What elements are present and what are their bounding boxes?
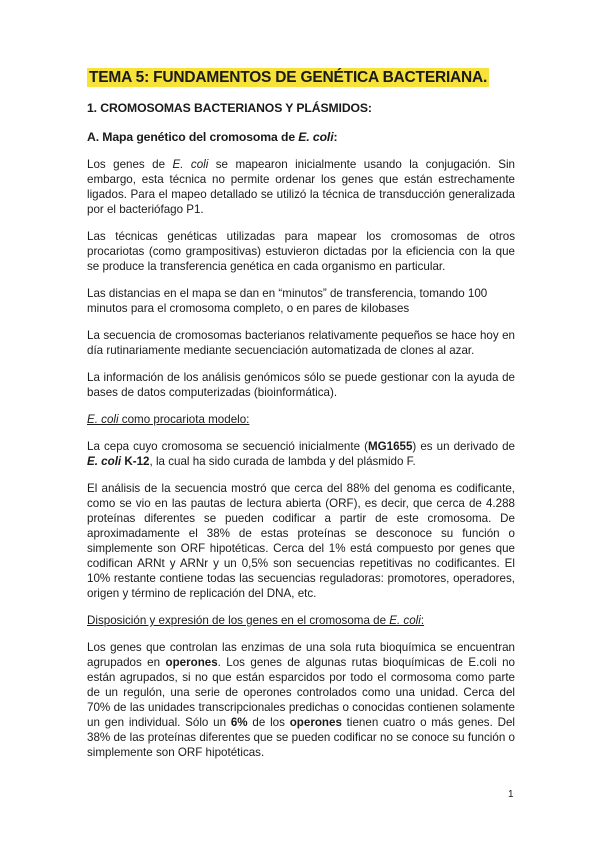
paragraph-3: Las distancias en el mapa se dan en “minutos” de transferencia, tomando 100 minutos para el cromosoma completo, o en pares de kilobases: [87, 287, 488, 315]
page-number: 1: [508, 789, 514, 800]
paragraph-5: La información de los análisis genómicos sólo se puede gestionar con la ayuda de bases de datos computerizadas (bioinformática).: [87, 371, 515, 399]
paragraph-4: La secuencia de cromosomas bacterianos relativamente pequeños se hace hoy en día rutinariamente mediante secuenciación automatizada de clones al azar.: [87, 329, 515, 357]
paragraph-6: La cepa cuyo cromosoma se secuenció inicialmente (MG1655) es un derivado de E. coli K-12, la cual ha sido curada de lambda y del plásmido F.: [87, 440, 515, 468]
paragraph-2: Las técnicas genéticas utilizadas para mapear los cromosomas de otros procariotas (como grampositivas) estuvieron dictadas por la eficiencia con la que se produce la transferencia genética en cada organismo en particular.: [87, 230, 515, 273]
section-heading-1: 1. CROMOSOMAS BACTERIANOS Y PLÁSMIDOS:: [87, 101, 372, 115]
subheading-disposition: Disposición y expresión de los genes en el cromosoma de E. coli:: [87, 614, 425, 627]
document-page: [87, 68, 515, 760]
paragraph-8: Los genes que controlan las enzimas de una sola ruta bioquímica se encuentran agrupados en operones. Los genes de algunas rutas bioquímicas de E.coli no están agrupados, si no que están esparcidos por todo el cormosoma como parte de un regulón, una serie de operones controlados como una unidad. Cerca del 70% de las unidades transcripcionales predichas o conocidas contienen solamente un gen individual. Sólo un 6% de los operones tienen cuatro o más genes. Del 38% de las proteínas diferentes que se pueden codificar no se conoce su función o simplemente son ORF hipotéticas.: [87, 641, 515, 759]
paragraph-7: El análisis de la secuencia mostró que cerca del 88% del genoma es codificante, como se vio en las pautas de lectura abierta (ORF), es decir, que cerca de 4.288 proteínas diferentes se pueden codificar a partir de este cromosoma. De aproximadamente el 38% de estas proteínas se desconoce su función o simplemente son ORF hipotéticas. Cerca del 1% está compuesto por genes que codifican ARNt y ARNr y un 0,5% son secuencias repetitivas no codificantes. El 10% restante contiene todas las secuencias reguladoras: promotores, operadores, origen y término de replicación del DNA, etc.: [87, 482, 515, 600]
section-heading-a: A. Mapa genético del cromosoma de E. coli:: [87, 130, 338, 144]
paragraph-1: Los genes de E. coli se mapearon inicialmente usando la conjugación. Sin embargo, esta técnica no permite ordenar los genes que están estrechamente ligados. Para el mapeo detallado se utilizó la técnica de transducción generalizada por el bacteriófago P1.: [87, 158, 515, 216]
subheading-model: E. coli como procariota modelo:: [87, 413, 250, 426]
page-title: TEMA 5: FUNDAMENTOS DE GENÉTICA BACTERIANA.: [89, 69, 488, 86]
